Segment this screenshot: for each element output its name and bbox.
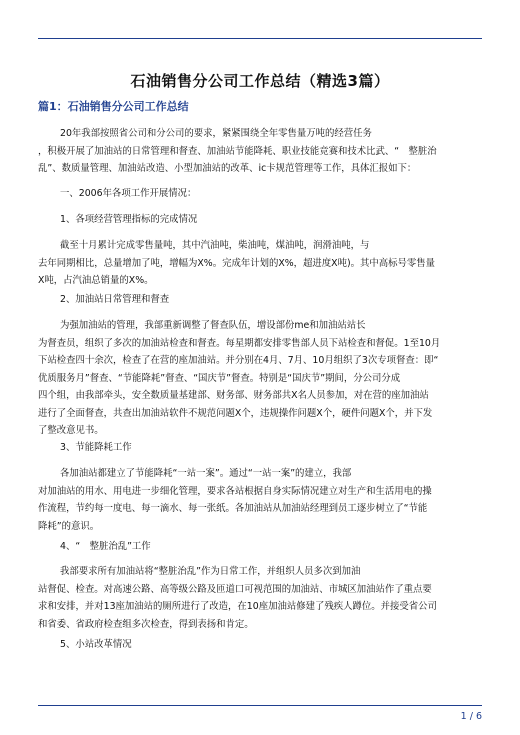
text-line: 为督查员，组织了多次的加油站检查和督查。每星期都安排零售部人员下站检查和督促。1至10月 xyxy=(38,337,441,349)
text-line: ，积极开展了加油站的日常管理和督查、加油站节能降耗、职业技能竞赛和技术比武、“ 整脏治 xyxy=(38,145,437,157)
header-rule xyxy=(38,38,482,39)
text-line: 下站检查四十余次，检查了在营的座加油站。并分别在4月、7月、10月组织了3次专项督查：即“ xyxy=(38,355,439,366)
section-heading xyxy=(38,185,482,203)
text-line: 去年同期相比，总量增加了吨，增幅为X%。完成年计划的X%，超进度X吨)。其中高标号零售量 xyxy=(38,257,435,269)
section-heading xyxy=(38,211,482,229)
text-line: 1、各项经营管理指标的完成情况 xyxy=(60,214,198,225)
text-line: 各加油站都建立了节能降耗“一站一案”。通过“一站一案”的建立，我部 xyxy=(60,468,352,479)
text-line: 我部要求所有加油站将“整脏治乱”作为日常工作，并组织人员多次到加油 xyxy=(60,566,361,577)
section-subtitle: 篇1：石油销售分公司工作总结 xyxy=(38,100,189,113)
text-line: 降耗”的意识。 xyxy=(38,520,100,532)
text-line: 5、小站改革情况 xyxy=(60,639,132,650)
body-paragraph xyxy=(38,237,482,290)
section-heading xyxy=(38,439,482,457)
section-heading xyxy=(38,291,482,309)
body-paragraph xyxy=(38,563,482,633)
document-title: 石油销售分公司工作总结（精选3篇） xyxy=(130,72,390,90)
text-line: 站督促、检查。对高速公路、高等级公路及匝道口可视范围的加油站、市城区加油站作了重点要 xyxy=(38,583,432,595)
body-paragraph xyxy=(38,317,482,440)
text-line: 20年我部按照省公司和分公司的要求，紧紧围绕全年零售量万吨的经营任务 xyxy=(60,128,372,139)
intro-paragraph xyxy=(38,125,482,178)
section-heading xyxy=(38,538,482,556)
text-line: 乱”、数质量管理、加油站改造、小型加油站的改革、ic卡规范管理等工作，具体汇报如下： xyxy=(38,163,417,174)
text-line: 进行了全面督查，共查出加油站软件不规范问题X个，违规操作问题X个，硬件问题X个，并下发 xyxy=(38,407,433,419)
text-line: 一、2006年各项工作开展情况： xyxy=(60,188,197,199)
text-line: 四个组，由我部牵头，安全数质量基建部、财务部、财务部共X名人员参加，对在营的座加油站 xyxy=(38,390,429,401)
text-line: 优质服务月”督查、“节能降耗”督查、“国庆节”督查。特别是“国庆节”期间，分公司分成 xyxy=(38,372,401,384)
body-paragraph xyxy=(38,465,482,535)
page-number: 1 / 6 xyxy=(460,711,482,722)
text-line: 求和安排，并对13座加油站的厕所进行了改造，在10座加油站修建了残疾人蹲位。并接受省公司 xyxy=(38,601,437,612)
text-line: 和省委、省政府检查组多次检查，得到表扬和肯定。 xyxy=(38,618,254,630)
text-line: 为强加油站的管理，我部重新调整了督查队伍，增设部份me和加油站站长 xyxy=(60,320,366,331)
text-line: X吨，占汽油总销量的X%。 xyxy=(38,275,154,286)
text-line: 了整改意见书。 xyxy=(38,425,104,436)
text-line: 4、“ 整脏治乱”工作 xyxy=(60,541,151,552)
text-line: 对加油站的用水、用电进一步细化管理，要求各站根据自身实际情况建立对生产和生活用电的操 xyxy=(38,485,432,497)
text-line: 截至十月累计完成零售量吨，其中汽油吨，柴油吨，煤油吨，润滑油吨，与 xyxy=(60,240,370,251)
text-line: 作流程，节约每一度电、每一滴水、每一张纸。各加油站从加油站经理到员工逐步树立了“节能 xyxy=(38,503,428,514)
footer-rule xyxy=(38,705,482,706)
text-line: 3、节能降耗工作 xyxy=(60,442,132,453)
text-line: 2、加油站日常管理和督查 xyxy=(60,294,170,305)
section-heading xyxy=(38,636,482,654)
